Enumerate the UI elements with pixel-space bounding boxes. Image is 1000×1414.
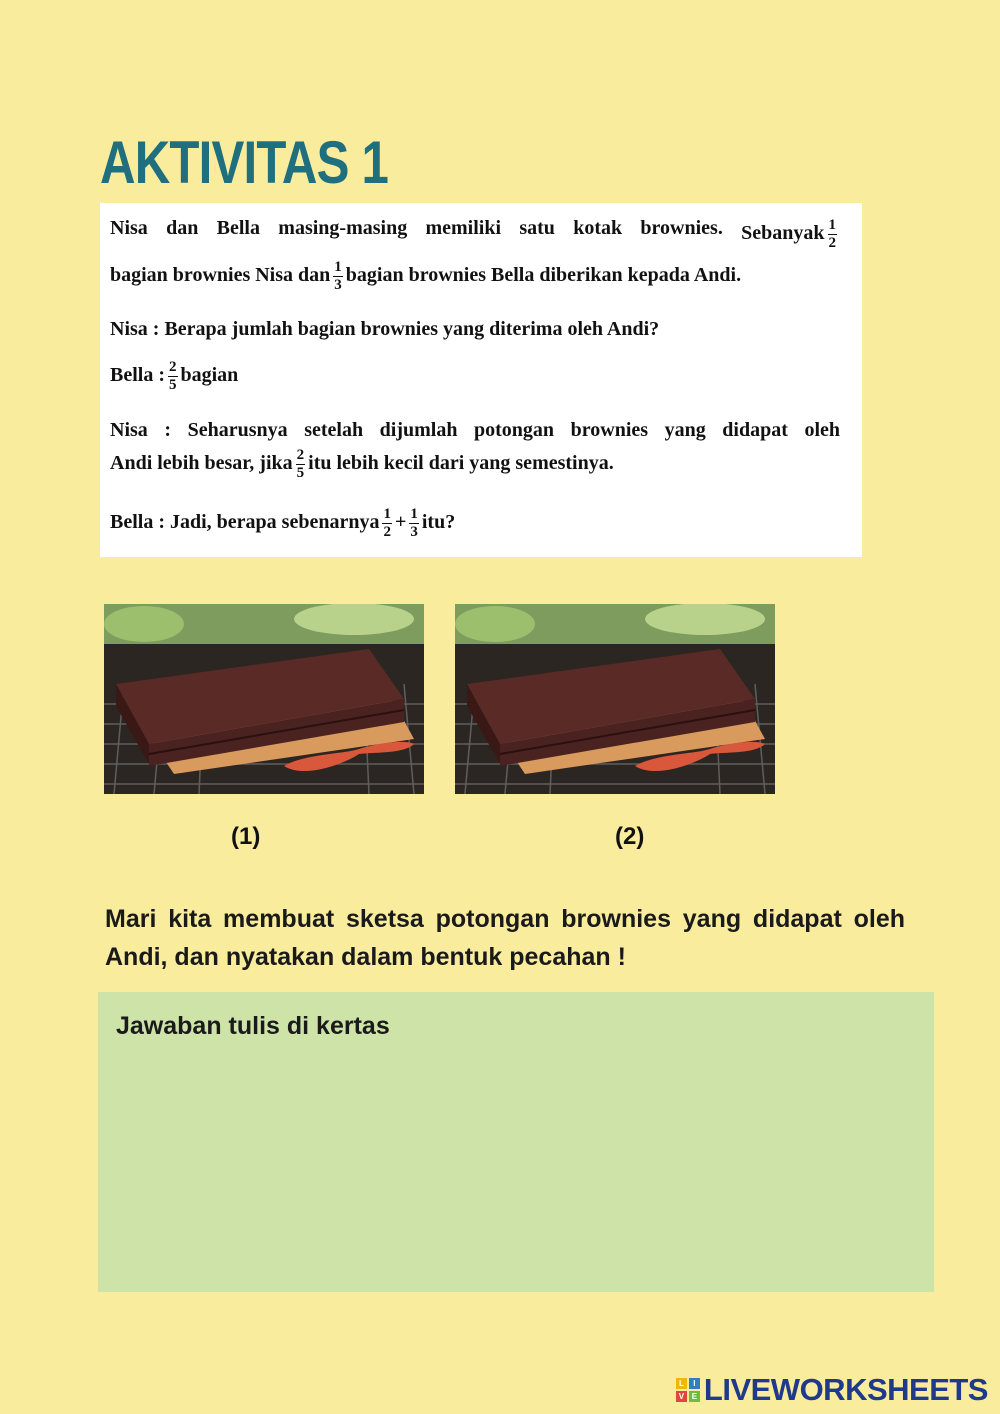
footer-brand[interactable] xyxy=(676,1372,988,1408)
fraction xyxy=(828,217,838,252)
brownies-photo-1 xyxy=(104,604,424,794)
story-line-3: Nisa : Berapa jumlah bagian brownies yang diterima oleh Andi? xyxy=(110,318,660,340)
brand-name: LIVEWORKSHEETS xyxy=(703,1372,988,1407)
story-line-5 xyxy=(110,419,840,442)
text: bagian xyxy=(180,364,239,387)
text: bagian brownies Bella diberikan kepada Andi. xyxy=(345,264,742,287)
story-line-2 xyxy=(110,259,741,294)
word: setelah xyxy=(304,419,364,441)
text: Bella : Jadi, berapa sebenarnya xyxy=(110,511,380,534)
word-text: Sebanyak xyxy=(741,222,825,245)
answer-box[interactable] xyxy=(98,992,934,1292)
word: potongan xyxy=(474,419,555,441)
word: Nisa xyxy=(110,419,148,441)
brownies-illustration xyxy=(104,604,424,794)
word: dijumlah xyxy=(379,419,458,441)
photo-caption-1: (1) xyxy=(231,823,261,850)
fraction-numerator: 1 xyxy=(334,259,342,275)
text: bagian brownies Nisa dan xyxy=(110,264,331,287)
text: Bella : xyxy=(110,364,165,387)
liveworksheets-logo-icon xyxy=(676,1378,700,1402)
fraction-numerator: 1 xyxy=(410,506,418,522)
logo-letter: V xyxy=(676,1391,687,1402)
fraction xyxy=(409,506,419,541)
logo-letter: I xyxy=(689,1378,700,1389)
story-box xyxy=(100,203,862,557)
plus-sign: + xyxy=(394,511,407,534)
word: didapat xyxy=(722,419,788,441)
text: Andi lebih besar, jika xyxy=(110,452,293,475)
instruction-text: Mari kita membuat sketsa potongan brownies yang didapat oleh Andi, dan nyatakan dalam bentuk pecahan ! xyxy=(105,905,905,971)
word: Nisa xyxy=(110,217,148,239)
story-line-6 xyxy=(110,447,614,482)
word: brownies xyxy=(570,419,649,441)
logo-letter: E xyxy=(689,1391,700,1402)
word: Bella xyxy=(216,217,260,239)
fraction xyxy=(382,506,392,541)
fraction-numerator: 2 xyxy=(169,359,177,375)
word: kotak xyxy=(573,217,623,239)
story-line-7 xyxy=(110,506,455,541)
fraction-denominator: 3 xyxy=(410,524,418,540)
fraction-numerator: 1 xyxy=(383,506,391,522)
word: : xyxy=(164,419,172,441)
word: memiliki xyxy=(425,217,502,239)
fraction-numerator: 2 xyxy=(296,447,305,463)
photo-caption-2: (2) xyxy=(615,823,645,850)
fraction xyxy=(296,447,306,482)
fraction-numerator: 1 xyxy=(828,217,836,233)
answer-label: Jawaban tulis di kertas xyxy=(116,1012,390,1040)
fraction xyxy=(333,259,343,294)
word: oleh xyxy=(804,419,840,441)
text: itu? xyxy=(421,511,456,534)
brownies-illustration xyxy=(455,604,775,794)
fraction-denominator: 2 xyxy=(828,235,836,251)
word xyxy=(741,217,840,252)
fraction xyxy=(168,359,178,394)
fraction-denominator: 3 xyxy=(334,277,342,293)
word: yang xyxy=(664,419,706,441)
story-line-1 xyxy=(110,217,840,252)
word: Seharusnya xyxy=(187,419,288,441)
word: brownies. xyxy=(640,217,723,239)
brownies-photo-2 xyxy=(455,604,775,794)
fraction-denominator: 2 xyxy=(383,524,391,540)
page-title: AKTIVITAS 1 xyxy=(100,129,389,196)
story-line-4 xyxy=(110,359,238,394)
logo-letter: L xyxy=(676,1378,687,1389)
word: satu xyxy=(519,217,555,239)
word: masing-masing xyxy=(278,217,408,239)
fraction-denominator: 5 xyxy=(169,377,177,393)
word: dan xyxy=(166,217,199,239)
fraction-denominator: 5 xyxy=(296,465,305,481)
text: itu lebih kecil dari yang semestinya. xyxy=(308,452,614,475)
